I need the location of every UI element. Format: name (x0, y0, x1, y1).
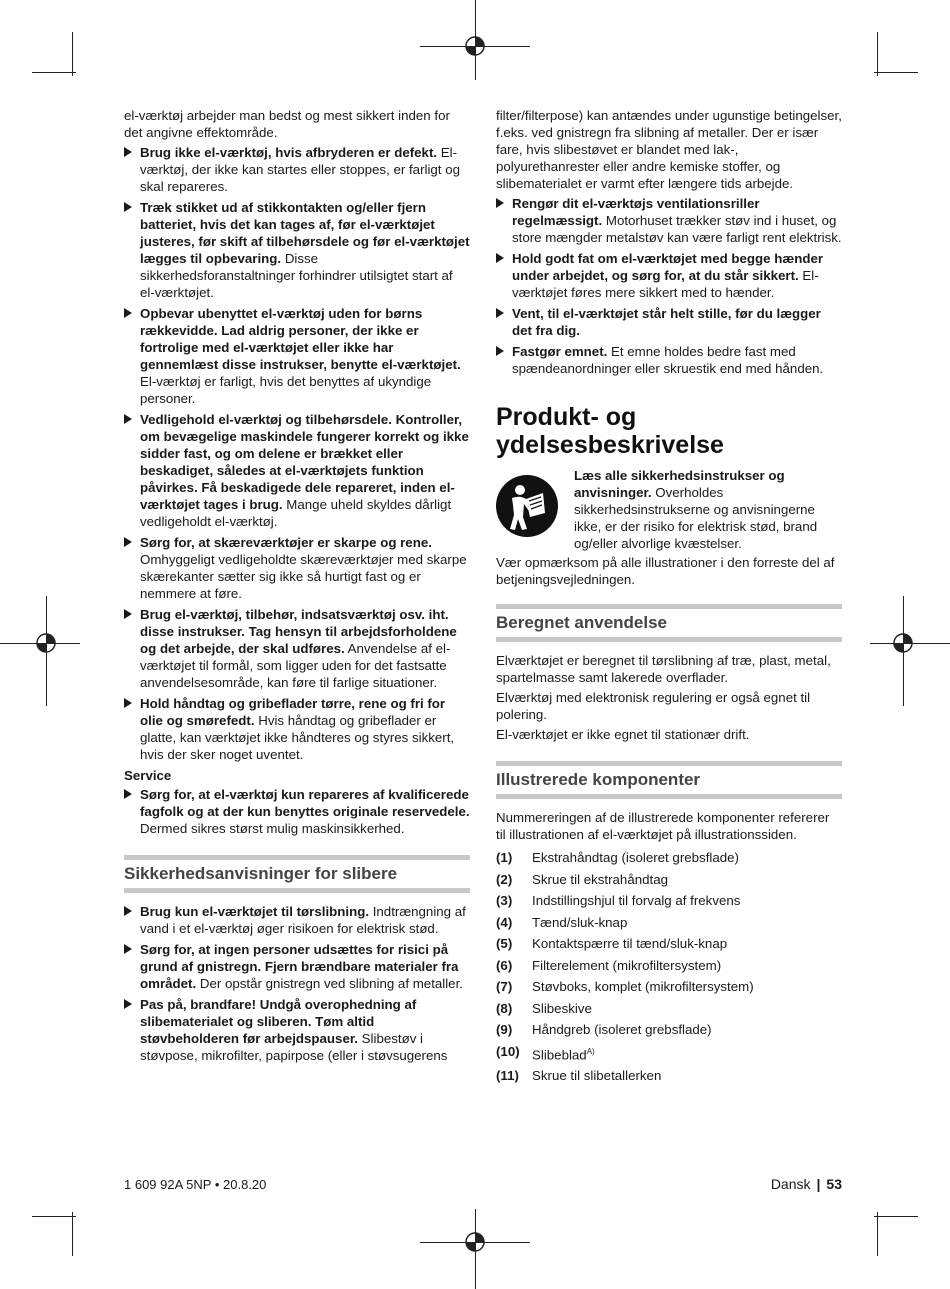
component-label: Skrue til slibetallerken (532, 1068, 662, 1084)
component-label: Ekstrahåndtag (isoleret grebsflade) (532, 850, 739, 865)
component-number: (11) (496, 1068, 519, 1084)
bullet-triangle-icon (124, 789, 132, 799)
bullet-text: Hvis håndtag og gribeflader er glatte, kan værktøjet ikke håndteres og styres sikkert, hvis der sker noget uventet. (140, 713, 455, 762)
list-item (496, 849, 842, 866)
component-label: Kontaktspærre til tænd/sluk-knap (532, 936, 728, 951)
left-column (124, 107, 470, 1068)
bullet-text: Dermed sikres størst mulig maskinsikkerhed. (140, 821, 405, 836)
registration-mark-icon (464, 1231, 486, 1253)
bullet-triangle-icon (124, 999, 132, 1009)
bullet-triangle-icon (124, 308, 132, 318)
crop-mark (32, 1216, 76, 1217)
component-label: Tænd/sluk-knap (532, 914, 628, 930)
bullet-bold-text: Sørg for, at el-værktøj kun repareres af kvalificerede fagfolk og at der kun benyttes originale reservedele. (140, 787, 470, 819)
list-item (496, 1067, 842, 1084)
sander-bullet (124, 903, 470, 937)
registration-mark-icon (464, 35, 486, 57)
bullet-triangle-icon (124, 537, 132, 547)
registration-mark-icon (892, 632, 914, 654)
component-number: (5) (496, 936, 513, 951)
crop-mark (72, 1212, 73, 1256)
registration-mark-icon (35, 632, 57, 654)
safety-bullet (124, 411, 470, 530)
read-instructions-block (496, 467, 842, 552)
component-number: (3) (496, 893, 513, 908)
doc-code: 1 609 92A 5NP • 20.8.20 (124, 1177, 267, 1192)
bullet-text: El-værktøj, der ikke kan startes eller stoppes, er farligt og skal repareres. (140, 145, 460, 194)
bullet-bold-text: Vent, til el-værktøjet står helt stille, før du lægger det fra dig. (512, 306, 821, 338)
bullet-triangle-icon (124, 609, 132, 619)
crop-mark (72, 32, 73, 76)
list-item (496, 914, 842, 931)
bullet-triangle-icon (124, 202, 132, 212)
bullet-triangle-icon (124, 906, 132, 916)
bullet-text: Der opstår gnistregn ved slibning af metaller. (196, 976, 463, 991)
section-heading-anvendelse: Beregnet anvendelse (496, 604, 842, 642)
bullet-bold-text: Hold håndtag og gribeflader tørre, rene og fri for olie og smørefedt. (140, 696, 446, 728)
crop-mark (874, 1216, 918, 1217)
component-label: Støvboks, komplet (mikrofiltersystem) (532, 979, 754, 994)
bullet-bold-text: Fastgør emnet. (512, 344, 608, 359)
bullet-bold-text: Træk stikket ud af stikkontakten og/eller fjern batteriet, hvis det kan tages af, før el-værktøjet justeres, før skift af tilbehørsdele og før el-værktøjet lægges til opbevaring. (140, 200, 470, 266)
page-footer (771, 1176, 842, 1192)
bullet-text: Slibestøv i støvpose, mikrofilter, papirpose (eller i støvsugerens (140, 1031, 448, 1063)
section-heading-komponenter: Illustrerede komponenter (496, 761, 842, 799)
footnote-marker: A) (586, 1046, 595, 1056)
bullet-text: Motorhuset trækker støv ind i huset, og store mængder metalstøv kan være farligt rent elektrisk. (512, 213, 842, 245)
components-intro: Nummereringen af de illustrerede komponenter refererer til illustrationen af el-værktøjet på illustrationssiden. (496, 810, 830, 842)
bullet-bold-text: Brug kun el-værktøjet til tørslibning. (140, 904, 370, 919)
component-label: Håndgreb (isoleret grebsflade) (532, 1022, 712, 1037)
safety-bullet (124, 199, 470, 301)
bullet-triangle-icon (124, 147, 132, 157)
safety-bullet (496, 305, 842, 339)
bullet-triangle-icon (124, 698, 132, 708)
component-number: (8) (496, 1000, 513, 1016)
safety-bullet (496, 195, 842, 246)
list-item (496, 1021, 842, 1038)
component-number: (4) (496, 914, 513, 930)
bullet-text: El-værktøj er farligt, hvis det benyttes af ukyndige personer. (140, 374, 432, 406)
bullet-text: Anvendelse af el-værktøjet til formål, som ligger uden for det fastsatte anvendelsesområde, kan føre til farlige situationer. (140, 641, 451, 690)
safety-bullet (124, 305, 470, 407)
safety-bullet (496, 250, 842, 301)
bullet-bold-text: Hold godt fat om el-værktøjet med begge hænder under arbejdet, og sørg for, at du står sikkert. (512, 251, 824, 283)
component-label: Slibeskive (532, 1000, 592, 1016)
safety-bullet (124, 606, 470, 691)
list-item (496, 935, 842, 952)
component-label: Indstillingshjul til forvalg af frekvens (532, 893, 741, 908)
bullet-triangle-icon (496, 198, 504, 208)
intended-use-paragraph: El-værktøjet er ikke egnet til stationær drift. (496, 727, 750, 742)
component-label: Filterelement (mikrofiltersystem) (532, 957, 722, 973)
service-heading: Service (124, 768, 172, 783)
crop-mark (32, 72, 76, 73)
bullet-triangle-icon (496, 346, 504, 356)
bullet-bold-text: Rengør dit el-værktøjs ventilationsriller regelmæssigt. (512, 196, 760, 228)
component-number: (6) (496, 957, 513, 973)
component-number: (9) (496, 1022, 513, 1037)
crop-mark (877, 1212, 878, 1256)
component-number: (1) (496, 850, 513, 865)
page-number: 53 (826, 1176, 842, 1192)
bullet-triangle-icon (496, 253, 504, 263)
list-item (496, 1000, 842, 1017)
safety-bullet (124, 534, 470, 602)
section-heading-slibere: Sikkerhedsanvisninger for slibere (124, 855, 470, 893)
sander-bullet (124, 996, 470, 1064)
bullet-triangle-icon (124, 944, 132, 954)
bullet-text: Omhyggeligt vedligeholdte skæreværktøjer med skarpe skærekanter sætter sig ikke så hurtigt fast og er nemmere at føre. (140, 552, 467, 601)
continuation-text: el-værktøj arbejder man bedst og mest sikkert inden for det angivne effektområde. (124, 108, 450, 140)
bullet-bold-text: Sørg for, at ingen personer udsættes for risici på grund af gnistregn. Fjern brændbare materialer fra området. (140, 942, 459, 991)
list-item (496, 892, 842, 909)
warning-text: Overholdes sikkerhedsinstrukserne og anvisningerne ikke, er der risiko for elektrisk stød, brand og/eller alvorlige kvæstelser. (574, 485, 818, 551)
read-instructions-text (574, 467, 842, 552)
sander-bullet (124, 941, 470, 992)
right-column (496, 107, 842, 1089)
bullet-bold-text: Brug el-værktøj, tilbehør, indsatsværktøj osv. iht. disse instrukser. Tag hensyn til arbejdsforholdene og det arbejde, der skal udføres. (140, 607, 457, 656)
component-number: (7) (496, 979, 513, 994)
bullet-text: Et emne holdes bedre fast med spændeanordninger eller skruestik end med hånden. (512, 344, 824, 376)
bullet-bold-text: Brug ikke el-værktøj, hvis afbryderen er defekt. (140, 145, 438, 160)
bullet-bold-text: Opbevar ubenyttet el-værktøj uden for børns rækkevidde. Lad aldrig personer, der ikke er fortrolige med el-værktøjet eller ikke har gennemlæst disse instrukser, benytte el-værktøjet. (140, 306, 461, 372)
bullet-text: Disse sikkerhedsforanstaltninger forhindrer utilsigtet start af el-værktøjet. (140, 251, 453, 300)
attention-text: Vær opmærksom på alle illustrationer i den forreste del af betjeningsvejledningen. (496, 555, 835, 587)
product-heading: Produkt- og ydelsesbeskrivelse (496, 403, 724, 459)
components-list (496, 849, 842, 1084)
footer-separator: | (816, 1176, 821, 1192)
warning-bold-text: Læs alle sikkerhedsinstrukser og anvisninger. (574, 468, 785, 500)
bullet-text: El-værktøjet føres mere sikkert med to hænder. (512, 268, 819, 300)
crop-mark (877, 32, 878, 76)
crop-mark (874, 72, 918, 73)
list-item (496, 957, 842, 974)
bullet-triangle-icon (496, 308, 504, 318)
list-item (496, 871, 842, 888)
language-label: Dansk (770, 1176, 811, 1192)
service-bullet (124, 786, 470, 837)
bullet-bold-text: Pas på, brandfare! Undgå overophedning af slibematerialet og sliberen. Tøm altid støvbeholderen før arbejdspauser. (140, 997, 417, 1046)
component-label: Slibeblad$^{A)}$ (532, 1046, 595, 1062)
safety-bullet (124, 695, 470, 763)
safety-bullet (124, 144, 470, 195)
continuation-text: filter/filterpose) kan antændes under ugunstige betingelser, f.eks. ved gnistregn fra slibning af metaller. Der er især fare, hvis slibestøvet er blandet med lak-, polyurethanrester eller andre kemiske stoffer, og slibematerialet er varmt efter længere tids arbejde. (496, 108, 842, 191)
intended-use-paragraph: Elværktøj med elektronisk regulering er også egnet til polering. (496, 690, 811, 722)
bullet-bold-text: Sørg for, at skæreværktøjer er skarpe og rene. (140, 535, 432, 550)
bullet-triangle-icon (124, 414, 132, 424)
component-label: Skrue til ekstrahåndtag (532, 871, 669, 887)
bullet-text: Mange uheld skyldes dårligt vedligeholdt el-værktøj. (140, 497, 452, 529)
read-manual-icon (496, 475, 558, 537)
bullet-bold-text: Vedligehold el-værktøj og tilbehørsdele. Kontroller, om bevægelige maskindele fungerer korrekt og ikke sidder fast, og om delene er brækket eller beskadiget, således at el-værktøjets funktion påvirkes. Få beskadigede dele repareret, inden el-værktøjet tages i brug. (140, 412, 469, 512)
bullet-text: Indtrængning af vand i et el-værktøj øger risikoen for elektrisk stød. (140, 904, 466, 936)
component-number: (10) (496, 1043, 520, 1059)
list-item (496, 1043, 842, 1063)
component-number: (2) (496, 871, 513, 887)
intended-use-paragraph: Elværktøjet er beregnet til tørslibning af træ, plast, metal, spartelmasse samt lakerede overflader. (496, 653, 831, 685)
safety-bullet (496, 343, 842, 377)
list-item (496, 978, 842, 995)
